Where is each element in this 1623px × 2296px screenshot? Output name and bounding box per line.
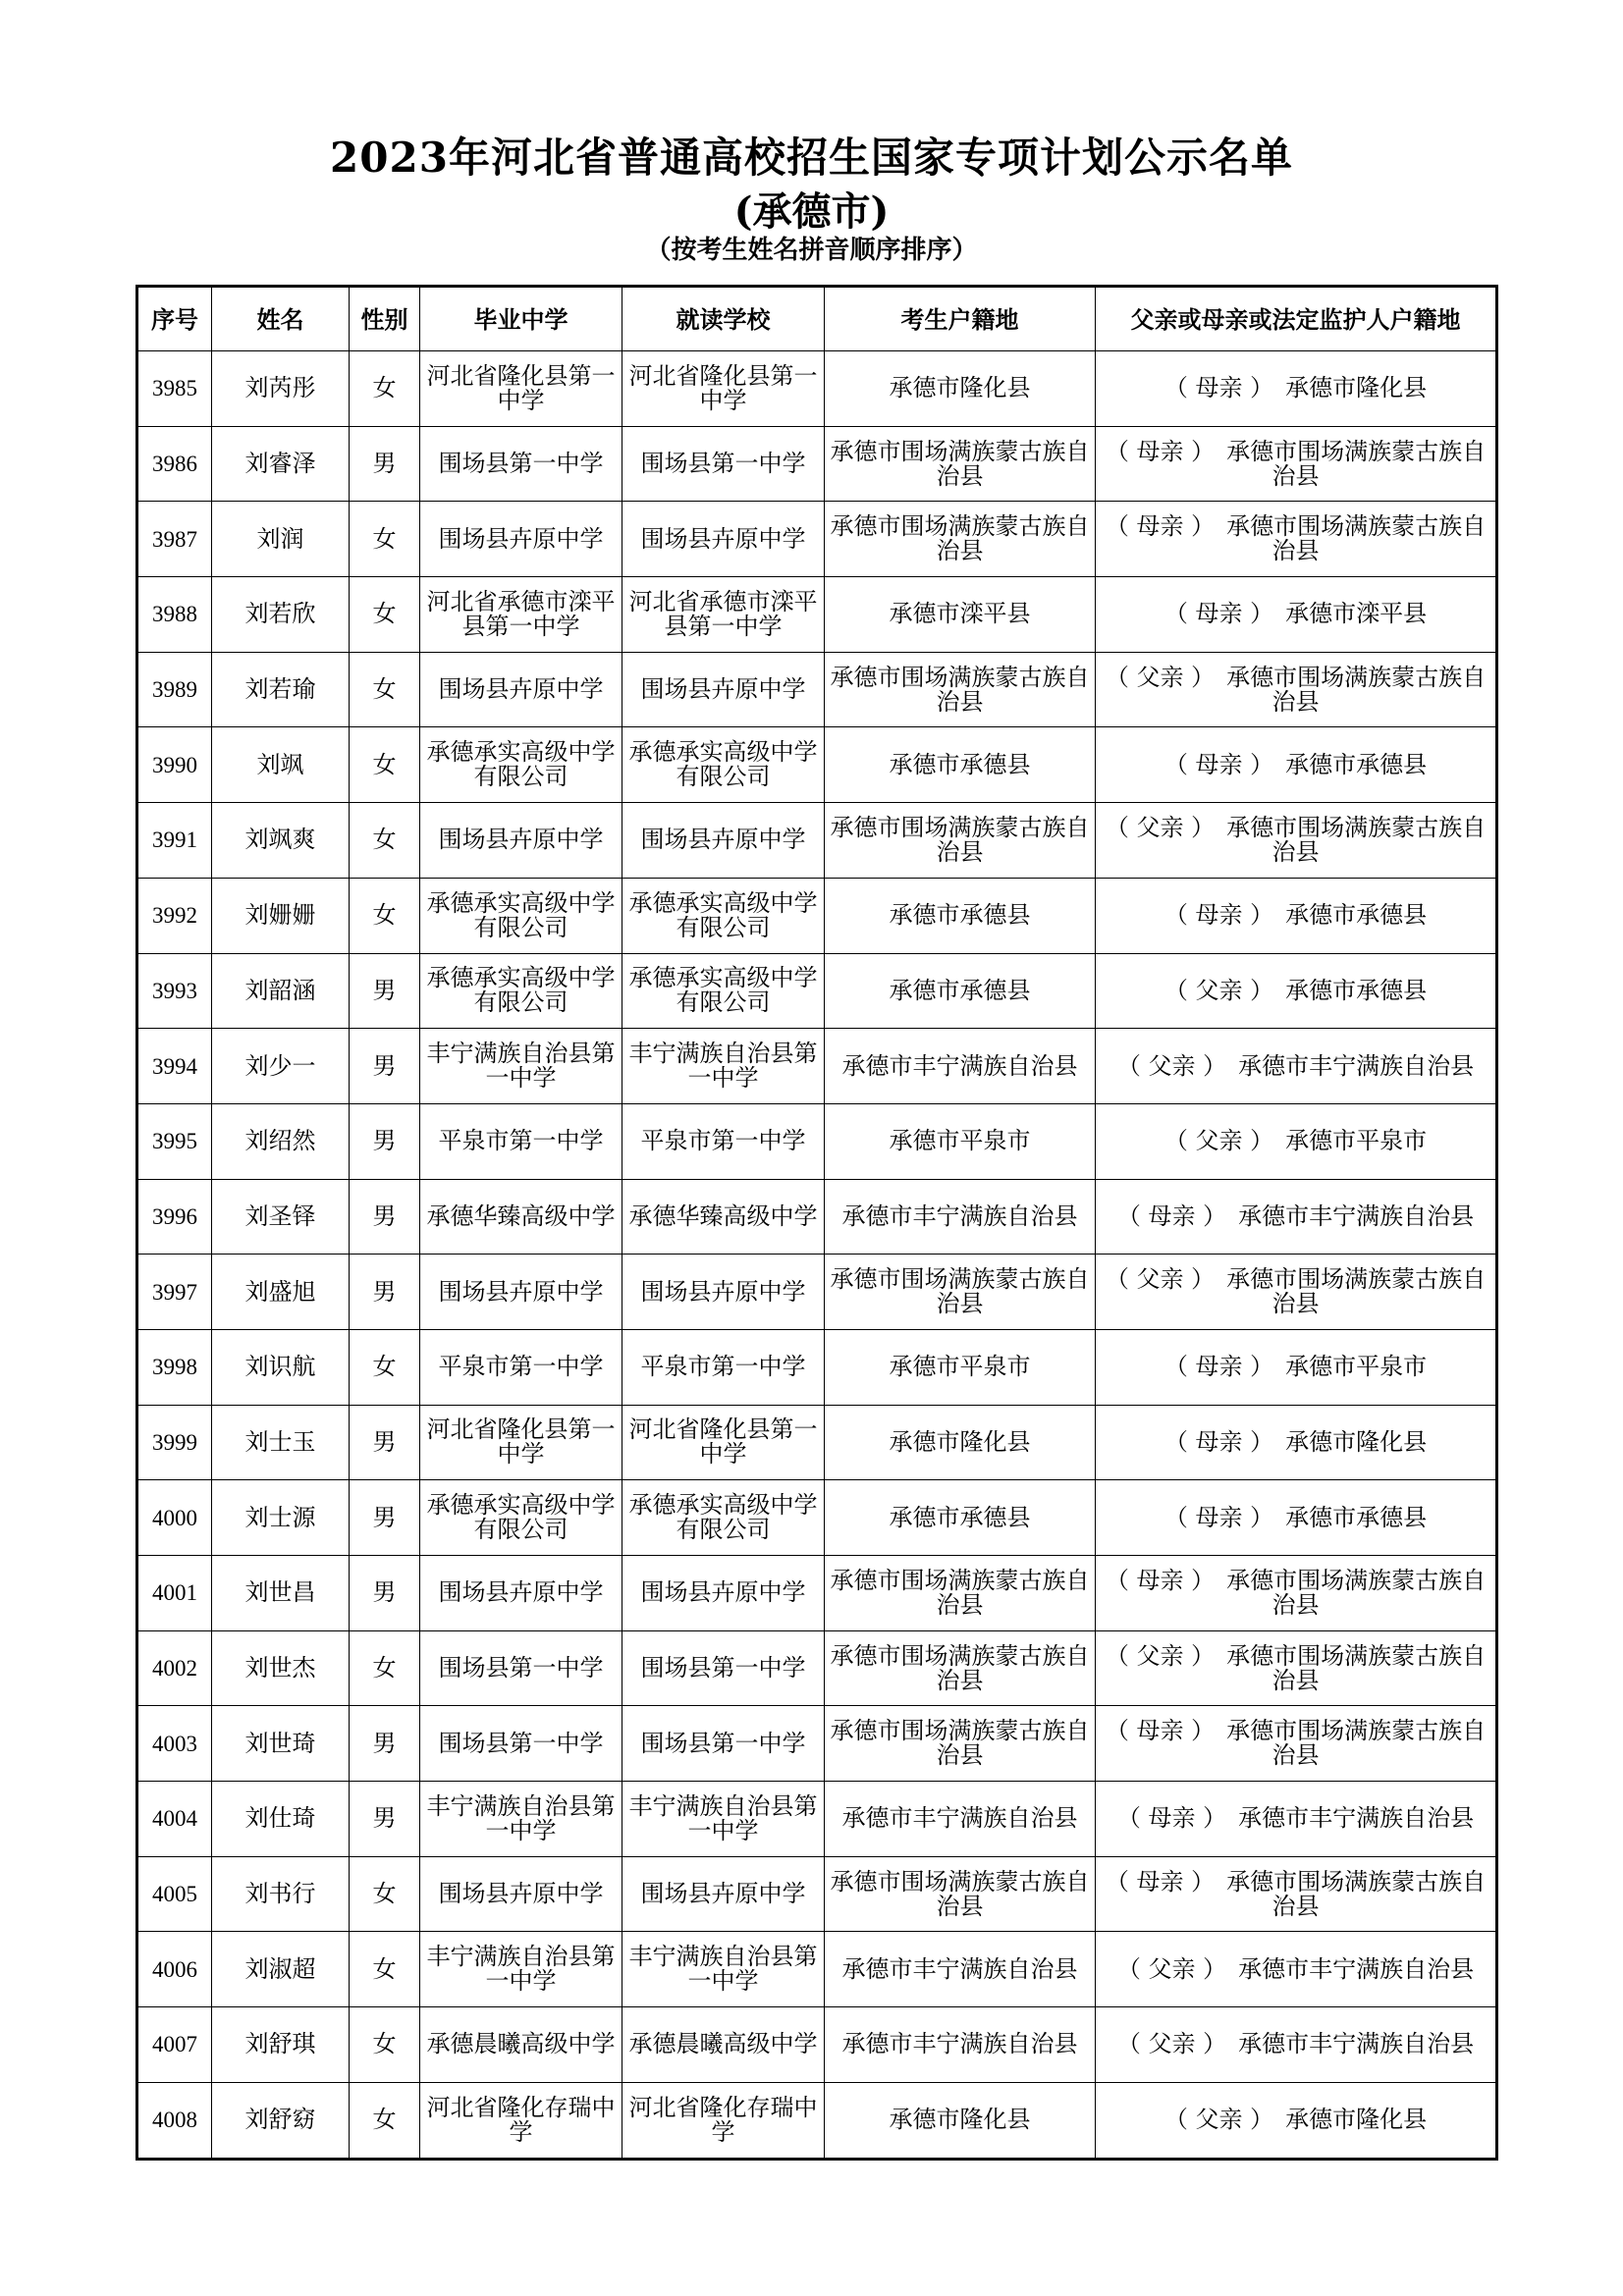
table-row bbox=[137, 1103, 1497, 1179]
table-header-row bbox=[137, 287, 1497, 351]
guardian-household: 承德市围场满族蒙古族自治县 bbox=[1226, 1717, 1487, 1770]
cell-name: 刘少一 bbox=[212, 1029, 350, 1104]
cell-name: 刘芮彤 bbox=[212, 351, 350, 427]
cell-seq: 3986 bbox=[137, 426, 212, 502]
cell-name: 刘飒 bbox=[212, 727, 350, 803]
guardian-household: 承德市围场满族蒙古族自治县 bbox=[1226, 1641, 1487, 1694]
cell-grad-school: 围场县卉原中学 bbox=[420, 803, 622, 879]
cell-name: 刘圣铎 bbox=[212, 1179, 350, 1255]
cell-grad-school: 平泉市第一中学 bbox=[420, 1103, 622, 1179]
cell-gender: 女 bbox=[350, 577, 420, 653]
cell-grad-school: 丰宁满族自治县第一中学 bbox=[420, 1932, 622, 2007]
guardian-relation: （ 母亲 ） bbox=[1163, 1503, 1274, 1531]
guardian-household: 承德市承德县 bbox=[1285, 750, 1428, 778]
cell-guardian-household bbox=[1096, 351, 1497, 427]
cell-name: 刘世杰 bbox=[212, 1630, 350, 1706]
cell-current-school: 河北省隆化县第一中学 bbox=[622, 351, 825, 427]
cell-grad-school: 围场县卉原中学 bbox=[420, 1556, 622, 1631]
cell-name: 刘盛旭 bbox=[212, 1255, 350, 1330]
guardian-household: 承德市围场满族蒙古族自治县 bbox=[1226, 512, 1487, 565]
cell-guardian-household bbox=[1096, 1329, 1497, 1405]
cell-name: 刘飒爽 bbox=[212, 803, 350, 879]
cell-gender: 男 bbox=[350, 1029, 420, 1104]
cell-name: 刘姗姗 bbox=[212, 878, 350, 953]
cell-current-school: 围场县卉原中学 bbox=[622, 652, 825, 727]
cell-gender: 女 bbox=[350, 1932, 420, 2007]
column-header-current-school: 就读学校 bbox=[622, 287, 825, 351]
guardian-relation: （ 母亲 ） bbox=[1163, 1427, 1274, 1456]
cell-seq: 4006 bbox=[137, 1932, 212, 2007]
cell-household: 承德市围场满族蒙古族自治县 bbox=[825, 1856, 1096, 1932]
column-header-grad-school: 毕业中学 bbox=[420, 287, 622, 351]
cell-grad-school: 承德承实高级中学有限公司 bbox=[420, 727, 622, 803]
cell-gender: 女 bbox=[350, 1329, 420, 1405]
cell-seq: 3996 bbox=[137, 1179, 212, 1255]
cell-grad-school: 河北省隆化县第一中学 bbox=[420, 1405, 622, 1480]
cell-guardian-household bbox=[1096, 1405, 1497, 1480]
cell-household: 承德市隆化县 bbox=[825, 351, 1096, 427]
cell-grad-school: 平泉市第一中学 bbox=[420, 1329, 622, 1405]
guardian-relation: （ 父亲 ） bbox=[1116, 2030, 1227, 2058]
cell-seq: 3995 bbox=[137, 1103, 212, 1179]
cell-name: 刘世琦 bbox=[212, 1706, 350, 1782]
cell-seq: 3997 bbox=[137, 1255, 212, 1330]
document-subtitle: (承德市) bbox=[733, 188, 890, 235]
cell-guardian-household bbox=[1096, 2007, 1497, 2083]
cell-guardian-household bbox=[1096, 652, 1497, 727]
cell-household: 承德市围场满族蒙古族自治县 bbox=[825, 502, 1096, 577]
table-row bbox=[137, 1630, 1497, 1706]
cell-guardian-household bbox=[1096, 1029, 1497, 1104]
cell-current-school: 围场县卉原中学 bbox=[622, 502, 825, 577]
cell-guardian-household bbox=[1096, 1103, 1497, 1179]
guardian-relation: （ 母亲 ） bbox=[1105, 512, 1216, 541]
cell-seq: 3993 bbox=[137, 953, 212, 1029]
guardian-household: 承德市承德县 bbox=[1285, 976, 1428, 1004]
cell-current-school: 平泉市第一中学 bbox=[622, 1103, 825, 1179]
table-row bbox=[137, 803, 1497, 879]
guardian-household: 承德市围场满族蒙古族自治县 bbox=[1226, 813, 1487, 866]
cell-guardian-household bbox=[1096, 2082, 1497, 2159]
cell-gender: 女 bbox=[350, 878, 420, 953]
table-row bbox=[137, 1029, 1497, 1104]
cell-guardian-household bbox=[1096, 727, 1497, 803]
cell-guardian-household bbox=[1096, 1179, 1497, 1255]
cell-guardian-household bbox=[1096, 878, 1497, 953]
guardian-household: 承德市滦平县 bbox=[1285, 600, 1428, 628]
guardian-relation: （ 母亲 ） bbox=[1105, 1867, 1216, 1896]
table-row bbox=[137, 1405, 1497, 1480]
table-row bbox=[137, 1856, 1497, 1932]
cell-household: 承德市平泉市 bbox=[825, 1329, 1096, 1405]
table-row bbox=[137, 1329, 1497, 1405]
guardian-relation: （ 母亲 ） bbox=[1105, 1717, 1216, 1745]
cell-gender: 男 bbox=[350, 1782, 420, 1857]
document-title: 2023年河北省普通高校招生国家专项计划公示名单 bbox=[330, 133, 1293, 182]
cell-current-school: 围场县第一中学 bbox=[622, 1706, 825, 1782]
guardian-household: 承德市围场满族蒙古族自治县 bbox=[1226, 1867, 1487, 1920]
table-row bbox=[137, 1932, 1497, 2007]
cell-seq: 3998 bbox=[137, 1329, 212, 1405]
guardian-household: 承德市围场满族蒙古族自治县 bbox=[1226, 1566, 1487, 1619]
cell-household: 承德市隆化县 bbox=[825, 2082, 1096, 2159]
table-row bbox=[137, 1255, 1497, 1330]
cell-household: 承德市围场满族蒙古族自治县 bbox=[825, 1630, 1096, 1706]
cell-gender: 女 bbox=[350, 1630, 420, 1706]
cell-current-school: 丰宁满族自治县第一中学 bbox=[622, 1029, 825, 1104]
cell-household: 承德市承德县 bbox=[825, 953, 1096, 1029]
guardian-household: 承德市丰宁满族自治县 bbox=[1238, 1051, 1475, 1080]
guardian-relation: （ 父亲 ） bbox=[1163, 1127, 1274, 1155]
table-body bbox=[137, 351, 1497, 2160]
cell-name: 刘睿泽 bbox=[212, 426, 350, 502]
guardian-household: 承德市丰宁满族自治县 bbox=[1238, 1804, 1475, 1833]
cell-current-school: 承德承实高级中学有限公司 bbox=[622, 878, 825, 953]
cell-gender: 女 bbox=[350, 2082, 420, 2159]
guardian-household: 承德市围场满族蒙古族自治县 bbox=[1226, 663, 1487, 716]
cell-grad-school: 河北省承德市滦平县第一中学 bbox=[420, 577, 622, 653]
cell-grad-school: 承德承实高级中学有限公司 bbox=[420, 953, 622, 1029]
guardian-relation: （ 父亲 ） bbox=[1116, 1954, 1227, 1983]
cell-household: 承德市围场满族蒙古族自治县 bbox=[825, 1556, 1096, 1631]
guardian-relation: （ 母亲 ） bbox=[1163, 901, 1274, 930]
guardian-relation: （ 母亲 ） bbox=[1163, 750, 1274, 778]
cell-grad-school: 围场县第一中学 bbox=[420, 1630, 622, 1706]
cell-current-school: 围场县卉原中学 bbox=[622, 1255, 825, 1330]
candidate-table bbox=[135, 285, 1498, 2161]
cell-current-school: 河北省承德市滦平县第一中学 bbox=[622, 577, 825, 653]
cell-seq: 3990 bbox=[137, 727, 212, 803]
cell-seq: 3991 bbox=[137, 803, 212, 879]
cell-seq: 4008 bbox=[137, 2082, 212, 2159]
cell-current-school: 河北省隆化县第一中学 bbox=[622, 1405, 825, 1480]
table-row bbox=[137, 1782, 1497, 1857]
cell-grad-school: 围场县卉原中学 bbox=[420, 652, 622, 727]
guardian-household: 承德市丰宁满族自治县 bbox=[1238, 2030, 1475, 2058]
cell-gender: 男 bbox=[350, 1179, 420, 1255]
cell-seq: 4003 bbox=[137, 1706, 212, 1782]
cell-guardian-household bbox=[1096, 803, 1497, 879]
cell-seq: 3994 bbox=[137, 1029, 212, 1104]
cell-current-school: 平泉市第一中学 bbox=[622, 1329, 825, 1405]
table-row bbox=[137, 426, 1497, 502]
guardian-relation: （ 母亲 ） bbox=[1116, 1201, 1227, 1230]
cell-gender: 男 bbox=[350, 1103, 420, 1179]
cell-guardian-household bbox=[1096, 1255, 1497, 1330]
cell-gender: 女 bbox=[350, 502, 420, 577]
cell-name: 刘舒琪 bbox=[212, 2007, 350, 2083]
cell-gender: 男 bbox=[350, 426, 420, 502]
table-row bbox=[137, 953, 1497, 1029]
cell-guardian-household bbox=[1096, 577, 1497, 653]
table-row bbox=[137, 878, 1497, 953]
guardian-household: 承德市平泉市 bbox=[1285, 1127, 1428, 1155]
cell-household: 承德市承德县 bbox=[825, 1480, 1096, 1556]
cell-guardian-household bbox=[1096, 1556, 1497, 1631]
cell-current-school: 丰宁满族自治县第一中学 bbox=[622, 1782, 825, 1857]
cell-name: 刘绍然 bbox=[212, 1103, 350, 1179]
cell-grad-school: 承德承实高级中学有限公司 bbox=[420, 1480, 622, 1556]
guardian-relation: （ 父亲 ） bbox=[1105, 813, 1216, 841]
cell-gender: 男 bbox=[350, 1706, 420, 1782]
guardian-household: 承德市平泉市 bbox=[1285, 1353, 1428, 1381]
guardian-relation: （ 父亲 ） bbox=[1163, 976, 1274, 1004]
column-header-household: 考生户籍地 bbox=[825, 287, 1096, 351]
cell-household: 承德市承德县 bbox=[825, 727, 1096, 803]
cell-guardian-household bbox=[1096, 1932, 1497, 2007]
cell-seq: 3988 bbox=[137, 577, 212, 653]
cell-household: 承德市丰宁满族自治县 bbox=[825, 1179, 1096, 1255]
cell-gender: 女 bbox=[350, 727, 420, 803]
cell-grad-school: 河北省隆化存瑞中学 bbox=[420, 2082, 622, 2159]
table-row bbox=[137, 1556, 1497, 1631]
cell-gender: 女 bbox=[350, 803, 420, 879]
cell-grad-school: 河北省隆化县第一中学 bbox=[420, 351, 622, 427]
column-header-seq: 序号 bbox=[137, 287, 212, 351]
cell-seq: 4005 bbox=[137, 1856, 212, 1932]
cell-guardian-household bbox=[1096, 953, 1497, 1029]
guardian-relation: （ 母亲 ） bbox=[1163, 374, 1274, 402]
cell-grad-school: 承德承实高级中学有限公司 bbox=[420, 878, 622, 953]
cell-grad-school: 围场县卉原中学 bbox=[420, 1255, 622, 1330]
cell-current-school: 围场县第一中学 bbox=[622, 426, 825, 502]
cell-household: 承德市围场满族蒙古族自治县 bbox=[825, 652, 1096, 727]
cell-grad-school: 围场县第一中学 bbox=[420, 426, 622, 502]
cell-name: 刘韶涵 bbox=[212, 953, 350, 1029]
table-row bbox=[137, 1480, 1497, 1556]
cell-seq: 4007 bbox=[137, 2007, 212, 2083]
guardian-household: 承德市承德县 bbox=[1285, 901, 1428, 930]
column-header-gender: 性别 bbox=[350, 287, 420, 351]
table-row bbox=[137, 1706, 1497, 1782]
guardian-relation: （ 父亲 ） bbox=[1105, 663, 1216, 691]
cell-seq: 3985 bbox=[137, 351, 212, 427]
cell-seq: 4004 bbox=[137, 1782, 212, 1857]
cell-seq: 3999 bbox=[137, 1405, 212, 1480]
cell-grad-school: 丰宁满族自治县第一中学 bbox=[420, 1029, 622, 1104]
cell-current-school: 围场县卉原中学 bbox=[622, 1556, 825, 1631]
column-header-guardian-household: 父亲或母亲或法定监护人户籍地 bbox=[1096, 287, 1497, 351]
cell-seq: 4001 bbox=[137, 1556, 212, 1631]
cell-household: 承德市隆化县 bbox=[825, 1405, 1096, 1480]
guardian-household: 承德市丰宁满族自治县 bbox=[1238, 1954, 1475, 1983]
cell-household: 承德市围场满族蒙古族自治县 bbox=[825, 803, 1096, 879]
cell-gender: 女 bbox=[350, 652, 420, 727]
cell-household: 承德市滦平县 bbox=[825, 577, 1096, 653]
cell-grad-school: 围场县卉原中学 bbox=[420, 1856, 622, 1932]
cell-household: 承德市承德县 bbox=[825, 878, 1096, 953]
cell-name: 刘识航 bbox=[212, 1329, 350, 1405]
cell-current-school: 承德承实高级中学有限公司 bbox=[622, 1480, 825, 1556]
cell-household: 承德市丰宁满族自治县 bbox=[825, 2007, 1096, 2083]
cell-seq: 4002 bbox=[137, 1630, 212, 1706]
cell-household: 承德市平泉市 bbox=[825, 1103, 1096, 1179]
cell-household: 承德市围场满族蒙古族自治县 bbox=[825, 426, 1096, 502]
cell-gender: 男 bbox=[350, 953, 420, 1029]
cell-gender: 女 bbox=[350, 2007, 420, 2083]
cell-name: 刘舒窈 bbox=[212, 2082, 350, 2159]
sort-note: （按考生姓名拼音顺序排序） bbox=[645, 236, 978, 265]
cell-current-school: 围场县卉原中学 bbox=[622, 803, 825, 879]
cell-gender: 男 bbox=[350, 1480, 420, 1556]
table-row bbox=[137, 727, 1497, 803]
cell-seq: 3987 bbox=[137, 502, 212, 577]
cell-household: 承德市丰宁满族自治县 bbox=[825, 1782, 1096, 1857]
cell-guardian-household bbox=[1096, 1856, 1497, 1932]
cell-name: 刘世昌 bbox=[212, 1556, 350, 1631]
table-row bbox=[137, 577, 1497, 653]
cell-guardian-household bbox=[1096, 502, 1497, 577]
table-row bbox=[137, 1179, 1497, 1255]
cell-grad-school: 围场县卉原中学 bbox=[420, 502, 622, 577]
cell-current-school: 围场县第一中学 bbox=[622, 1630, 825, 1706]
cell-seq: 3992 bbox=[137, 878, 212, 953]
guardian-relation: （ 母亲 ） bbox=[1163, 600, 1274, 628]
cell-household: 承德市丰宁满族自治县 bbox=[825, 1029, 1096, 1104]
cell-household: 承德市围场满族蒙古族自治县 bbox=[825, 1255, 1096, 1330]
guardian-relation: （ 母亲 ） bbox=[1105, 437, 1216, 465]
table-row bbox=[137, 351, 1497, 427]
cell-name: 刘书行 bbox=[212, 1856, 350, 1932]
table-row bbox=[137, 2007, 1497, 2083]
cell-name: 刘淑超 bbox=[212, 1932, 350, 2007]
cell-current-school: 承德华臻高级中学 bbox=[622, 1179, 825, 1255]
guardian-relation: （ 母亲 ） bbox=[1116, 1804, 1227, 1833]
cell-gender: 女 bbox=[350, 351, 420, 427]
cell-name: 刘若瑜 bbox=[212, 652, 350, 727]
cell-current-school: 河北省隆化存瑞中学 bbox=[622, 2082, 825, 2159]
guardian-household: 承德市隆化县 bbox=[1285, 1427, 1428, 1456]
cell-grad-school: 丰宁满族自治县第一中学 bbox=[420, 1782, 622, 1857]
guardian-relation: （ 父亲 ） bbox=[1163, 2106, 1274, 2134]
guardian-relation: （ 父亲 ） bbox=[1105, 1265, 1216, 1294]
guardian-relation: （ 父亲 ） bbox=[1105, 1641, 1216, 1670]
cell-name: 刘润 bbox=[212, 502, 350, 577]
cell-current-school: 承德晨曦高级中学 bbox=[622, 2007, 825, 2083]
cell-grad-school: 承德华臻高级中学 bbox=[420, 1179, 622, 1255]
guardian-household: 承德市丰宁满族自治县 bbox=[1238, 1201, 1475, 1230]
cell-guardian-household bbox=[1096, 1706, 1497, 1782]
column-header-name: 姓名 bbox=[212, 287, 350, 351]
cell-gender: 男 bbox=[350, 1255, 420, 1330]
guardian-household: 承德市承德县 bbox=[1285, 1503, 1428, 1531]
guardian-household: 承德市围场满族蒙古族自治县 bbox=[1226, 437, 1487, 490]
cell-name: 刘士源 bbox=[212, 1480, 350, 1556]
cell-name: 刘仕琦 bbox=[212, 1782, 350, 1857]
cell-current-school: 承德承实高级中学有限公司 bbox=[622, 953, 825, 1029]
guardian-household: 承德市隆化县 bbox=[1285, 2106, 1428, 2134]
cell-seq: 3989 bbox=[137, 652, 212, 727]
guardian-relation: （ 母亲 ） bbox=[1105, 1566, 1216, 1594]
guardian-household: 承德市围场满族蒙古族自治县 bbox=[1226, 1265, 1487, 1318]
table-row bbox=[137, 2082, 1497, 2159]
cell-gender: 男 bbox=[350, 1556, 420, 1631]
cell-current-school: 围场县卉原中学 bbox=[622, 1856, 825, 1932]
table-row bbox=[137, 652, 1497, 727]
cell-current-school: 丰宁满族自治县第一中学 bbox=[622, 1932, 825, 2007]
cell-name: 刘士玉 bbox=[212, 1405, 350, 1480]
cell-gender: 男 bbox=[350, 1405, 420, 1480]
cell-gender: 女 bbox=[350, 1856, 420, 1932]
table-row bbox=[137, 502, 1497, 577]
cell-guardian-household bbox=[1096, 426, 1497, 502]
cell-guardian-household bbox=[1096, 1782, 1497, 1857]
guardian-relation: （ 母亲 ） bbox=[1163, 1353, 1274, 1381]
cell-household: 承德市围场满族蒙古族自治县 bbox=[825, 1706, 1096, 1782]
cell-guardian-household bbox=[1096, 1480, 1497, 1556]
cell-current-school: 承德承实高级中学有限公司 bbox=[622, 727, 825, 803]
cell-grad-school: 承德晨曦高级中学 bbox=[420, 2007, 622, 2083]
cell-grad-school: 围场县第一中学 bbox=[420, 1706, 622, 1782]
cell-name: 刘若欣 bbox=[212, 577, 350, 653]
guardian-household: 承德市隆化县 bbox=[1285, 374, 1428, 402]
guardian-relation: （ 父亲 ） bbox=[1116, 1051, 1227, 1080]
cell-guardian-household bbox=[1096, 1630, 1497, 1706]
cell-seq: 4000 bbox=[137, 1480, 212, 1556]
cell-household: 承德市丰宁满族自治县 bbox=[825, 1932, 1096, 2007]
